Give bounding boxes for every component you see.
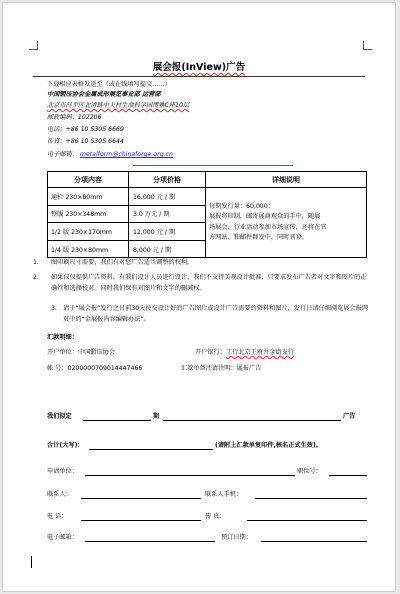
- note-text: 请于“展会报”发行之日前30天按交设计好的广告图片或设计广告需要的资料和图片，发行日请仔细浏览展会报网页中的“金展报内容编辑办法”。: [63, 305, 369, 323]
- total-field[interactable]: [89, 449, 213, 450]
- payee: [47, 347, 115, 356]
- price-cell: 16,000 元 / 期: [129, 188, 206, 206]
- account: [47, 363, 142, 372]
- total-note: (请附上汇款单复印件,核名正式生效)。: [215, 442, 323, 449]
- section-divider: [133, 165, 293, 166]
- column-header: 详细说明: [206, 172, 367, 188]
- note-item: [33, 273, 369, 294]
- contact-field[interactable]: [81, 498, 201, 499]
- plan-suffix: 广告: [343, 413, 356, 420]
- plan-ad-field[interactable]: [163, 420, 341, 421]
- item-cell: 整版 230×348mm: [48, 205, 129, 223]
- page-title: 展会报(InView)广告: [152, 62, 246, 73]
- table-header-row: [48, 172, 367, 188]
- applicant-label: 申请单位：: [47, 468, 78, 475]
- note-number: 1.: [33, 259, 39, 266]
- item-cell: 通栏 230×80mm: [48, 188, 129, 206]
- account-label: 帐 号：: [47, 365, 68, 372]
- payee-label: 开户单位：: [47, 349, 78, 356]
- phone: 电话：+86 10 5305 6669: [47, 126, 124, 133]
- bank-value: 工行北京王府井金街支行: [225, 349, 294, 356]
- text-cursor: [31, 556, 32, 568]
- contact-mobile-field[interactable]: [255, 498, 367, 499]
- email-field-label: 电子邮箱：: [47, 534, 78, 541]
- order-date-label: 预订日期：: [221, 534, 252, 541]
- note-item: [33, 258, 369, 269]
- price-cell: 8,000 元 / 期: [129, 240, 206, 258]
- note-number: 3.: [51, 305, 57, 312]
- plan-prefix: 我们拟定: [47, 413, 72, 420]
- item-cell: 1/4 版 230×80mm: [48, 240, 129, 258]
- contact-mobile-label: 联系人手机：: [205, 491, 243, 498]
- order-date-field[interactable]: [261, 541, 367, 542]
- postcode: 邮政编码：102206: [47, 114, 102, 121]
- applicant-field[interactable]: [85, 475, 295, 476]
- detail-cell: [206, 188, 367, 258]
- note-text: 如果仅仅提供广告资料，有我们设计人员进行设计，我们不支持美观设计批准，只要求发布广告者对文字和图片的正确性和选择校对。同时我们保有对图片和文字的删减权。: [51, 274, 367, 292]
- tel-field[interactable]: [81, 520, 201, 521]
- column-header: 分项内容: [48, 172, 129, 188]
- fax-label: 传 真：: [205, 513, 226, 520]
- note-item: [33, 304, 369, 325]
- payee-value: 中国锻压协会: [77, 349, 116, 356]
- price-cell: 3.0 万元 / 期: [129, 205, 206, 223]
- column-header: 分项价格: [129, 172, 206, 188]
- bank: [195, 347, 294, 356]
- email-field[interactable]: [85, 541, 215, 542]
- tel-label: 电 话：: [47, 513, 68, 520]
- fax: 传真：+86 10 5305 6644: [47, 138, 124, 145]
- account-value: 0200000709014447466: [67, 365, 143, 372]
- detail-line: 展报将印制，邮寄展商观众的手中，随展: [209, 213, 321, 221]
- table-row: [48, 188, 367, 206]
- bank-label: 开户银行：: [195, 349, 226, 356]
- position-field[interactable]: [329, 475, 367, 476]
- position-label: 职位号：: [297, 468, 322, 475]
- total-label: 合计(大写)：: [47, 442, 84, 449]
- email-label: 电子邮箱：: [47, 151, 78, 158]
- note-text: 图印刷尺寸需要，我们有对您广告适当调整的权利。: [51, 259, 194, 266]
- note-number: 2.: [33, 274, 39, 281]
- email-link[interactable]: metalform@chinaforge.org.cn: [79, 151, 173, 158]
- document-page: [2, 2, 396, 592]
- price-cell: 12,000 元 / 期: [129, 223, 206, 241]
- corner-crop-mark: [29, 41, 38, 50]
- title-divider: [33, 76, 365, 77]
- email-line: [47, 150, 173, 159]
- fax-field[interactable]: [247, 520, 367, 521]
- detail-line: 每期发行量：60,000；: [209, 202, 274, 210]
- corner-crop-mark: [363, 41, 372, 50]
- remit-title: 汇款明细：: [47, 334, 78, 341]
- remit-remark: 汇款单备注请注明：展报广告: [181, 365, 262, 372]
- price-table: [47, 171, 367, 258]
- plan-mid: 期: [153, 413, 160, 420]
- detail-line: 方网站、和邮件群发中，同时刊登。: [209, 234, 308, 242]
- download-note: 下载相应表格发送至（或在线填写提交……）: [47, 81, 171, 88]
- address: 北京市昌平区北清路中关村生命科学园博雅C座10层: [47, 102, 190, 109]
- plan-issues-field[interactable]: [83, 420, 151, 421]
- item-cell: 1/2 版 230×170mm: [48, 223, 129, 241]
- organizer: 中国锻压协会金属成形展览事业部 运营部: [47, 91, 161, 98]
- contact-label: 联系人：: [47, 491, 72, 498]
- detail-line: 场展会、行业活动参加市场宣传，还将在官: [209, 223, 327, 231]
